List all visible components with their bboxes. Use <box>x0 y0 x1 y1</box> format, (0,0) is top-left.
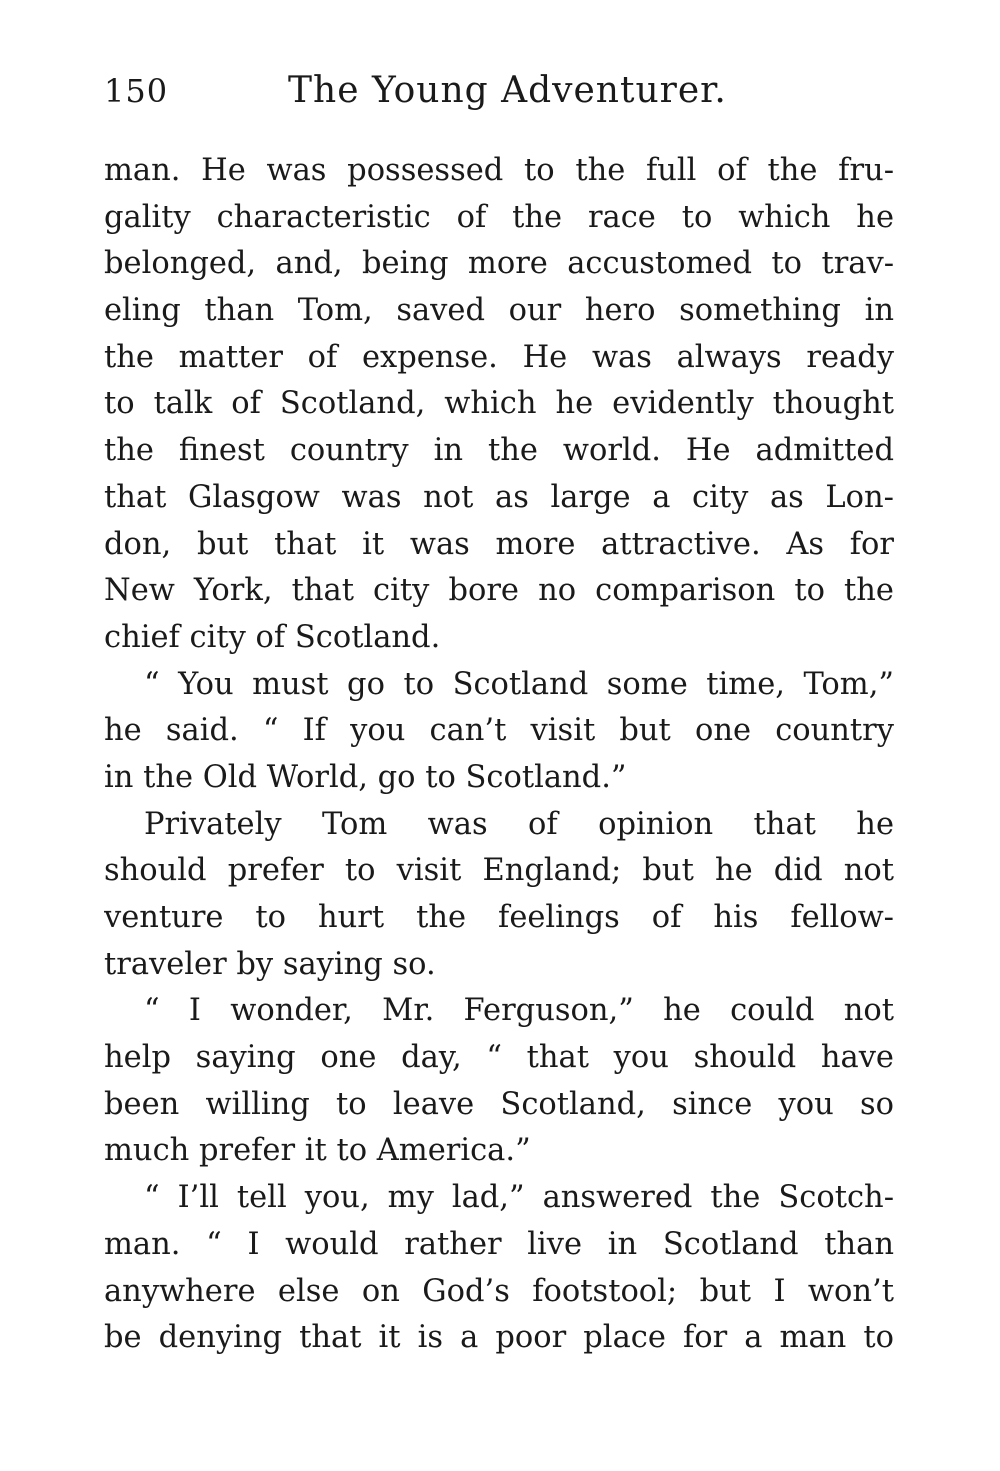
text-line: Privately Tom was of opinion that he <box>144 806 894 842</box>
text-line: he said. “ If you can’t visit but one country <box>104 713 894 749</box>
text-line: in the Old World, go to Scotland.” <box>104 759 627 795</box>
text-line: the finest country in the world. He admitted <box>104 433 894 469</box>
text-line: venture to hurt the feelings of his fellow- <box>104 900 894 935</box>
text-line: be denying that it is a poor place for a man to <box>104 1320 894 1356</box>
text-line: anywhere else on God’s footstool; but I won’t <box>104 1273 894 1309</box>
text-line: the matter of expense. He was always ready <box>104 339 894 375</box>
text-line: been willing to leave Scotland, since you so <box>104 1086 894 1122</box>
text-line: don, but that it was more attractive. As for <box>104 526 894 562</box>
text-line: “ You must go to Scotland some time, Tom,” <box>144 666 894 702</box>
text-line: much prefer it to America.” <box>104 1133 531 1169</box>
text-line: man. “ I would rather live in Scotland than <box>104 1226 894 1262</box>
text-line: “ I wonder, Mr. Ferguson,” he could not <box>144 993 894 1029</box>
page-header <box>104 66 894 116</box>
text-line: help saying one day, “ that you should have <box>104 1040 894 1076</box>
text-line: to talk of Scotland, which he evidently thought <box>104 386 894 422</box>
running-title: The Young Adventurer. <box>288 70 727 111</box>
page-number: 150 <box>104 72 169 110</box>
text-line: man. He was possessed to the full of the fru- <box>104 153 894 188</box>
text-line: eling than Tom, saved our hero something in <box>104 293 894 329</box>
body-text <box>104 148 894 1362</box>
text-line: that Glasgow was not as large a city as Lon- <box>104 479 894 515</box>
text-line: traveler by saying so. <box>104 946 436 982</box>
text-line: should prefer to visit England; but he did not <box>104 853 894 889</box>
text-line: belonged, and, being more accustomed to trav- <box>104 246 894 282</box>
text-line: New York, that city bore no comparison to the <box>104 573 894 609</box>
text-line: gality characteristic of the race to which he <box>104 199 894 235</box>
text-line: “ I’ll tell you, my lad,” answered the Scotch- <box>144 1180 894 1216</box>
text-line: chief city of Scotland. <box>104 619 441 655</box>
